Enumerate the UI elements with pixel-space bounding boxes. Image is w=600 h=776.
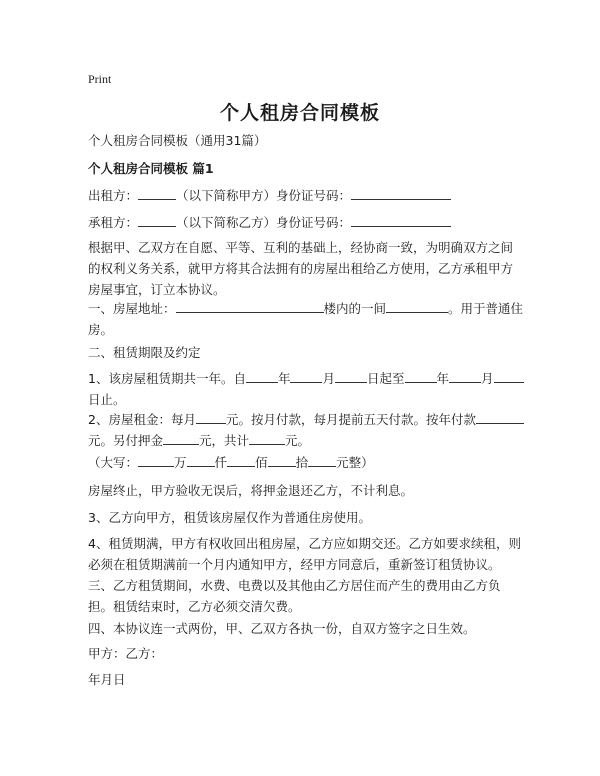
term-clause-1 (88, 368, 524, 410)
signature-parties: 甲方：乙方： (88, 646, 164, 661)
page-title: 个人租房合同模板 (219, 102, 380, 124)
monthly-rent-blank (196, 410, 226, 424)
start-year-label: 年 (277, 371, 291, 386)
end-month-blank (449, 369, 481, 383)
address-room-label: 楼内的一间 (323, 301, 387, 316)
clause-three: 三、乙方租赁期间，水费、电费以及其他由乙方居住而产生的费用由乙方负担。租赁结束时，乙方必须交清欠费。 (88, 578, 501, 614)
intro-paragraph: 根据甲、乙双方在自愿、平等、互利的基础上，经协商一致，为明确双方之间的权利义务关系，就甲方将其合法拥有的房屋出租给乙方使用，乙方承租甲方房屋事宜，订立本协议。 (88, 240, 514, 297)
address-usage: 。用于普通住房。 (88, 301, 524, 337)
yearly-rent-blank (476, 410, 524, 424)
deposit-paragraph: 房屋终止，甲方验收无误后，将押金退还乙方，不计利息。 (88, 483, 414, 498)
caps-end-label: 元整） (336, 455, 374, 470)
clause-four: 四、本协议连一式两份，甲、乙双方各执一份，自双方签字之日生效。 (88, 621, 476, 636)
lessor-label: 出租方： (88, 188, 139, 203)
total-blank (249, 431, 285, 445)
lessor-name-blank (138, 186, 176, 200)
lessee-name-blank (138, 213, 176, 227)
term-end-label: 日止。 (88, 392, 126, 407)
rent-total-label: 元，共计 (199, 433, 250, 448)
lessor-id-label: （以下简称甲方）身份证号码： (176, 188, 352, 203)
rent-deposit-label: 元。另付押金 (88, 433, 164, 448)
room-blank (386, 299, 448, 313)
section-heading: 个人租房合同模板 篇1 (88, 161, 214, 176)
lessor-line (88, 185, 524, 206)
wan-label: 万 (174, 455, 187, 470)
qian-label: 仟 (214, 455, 228, 470)
date-line: 年月日 (88, 672, 126, 687)
rent-end-label: 元。 (285, 433, 311, 448)
lessor-id-blank (351, 186, 451, 200)
qian-blank (187, 453, 215, 467)
clause-4: 4、租赁期满，甲方有权收回出租房屋，乙方应如期交还。乙方如要求续租，则必须在租赁期满前一个月内通知甲方，经甲方同意后，重新签订租赁协议。 (88, 536, 521, 572)
lessee-line (88, 212, 524, 233)
term-start-label: 1、该房屋租赁期共一年。自 (88, 371, 246, 386)
start-year-blank (246, 369, 278, 383)
start-day-blank (335, 369, 367, 383)
doc-subtitle: 个人租房合同模板（通用31篇） (88, 133, 267, 148)
rent-monthly-label: 2、房屋租金：每月 (88, 412, 196, 427)
bai-label: 佰 (255, 455, 268, 470)
shi-blank (268, 453, 296, 467)
amount-in-words (88, 452, 524, 473)
yuan-blank (308, 453, 336, 467)
end-day-blank (494, 369, 524, 383)
end-year-blank (405, 369, 437, 383)
bai-blank (227, 453, 255, 467)
wan-blank (138, 453, 174, 467)
start-month-blank (290, 369, 322, 383)
deposit-blank (163, 431, 199, 445)
lessee-label: 承租方： (88, 215, 139, 230)
print-link[interactable]: Print (88, 72, 112, 86)
lessee-id-blank (351, 213, 451, 227)
lessee-id-label: （以下简称乙方）身份证号码： (176, 215, 352, 230)
clause-3: 3、乙方向甲方，租赁该房屋仅作为普通住房使用。 (88, 510, 371, 525)
term-heading: 二、租赁期限及约定 (88, 345, 201, 360)
term-to-label: 日起至 (367, 371, 405, 386)
address-blank (176, 299, 324, 313)
end-month-label: 月 (481, 371, 494, 386)
address-clause (88, 298, 524, 340)
shi-label: 拾 (295, 455, 309, 470)
rent-clause (88, 409, 524, 451)
start-month-label: 月 (322, 371, 335, 386)
caps-label: （大写： (88, 455, 139, 470)
rent-payment-text: 元。按月付款，每月提前五天付款。按年付款 (225, 412, 476, 427)
end-year-label: 年 (436, 371, 450, 386)
address-label: 一、房屋地址： (88, 301, 176, 316)
